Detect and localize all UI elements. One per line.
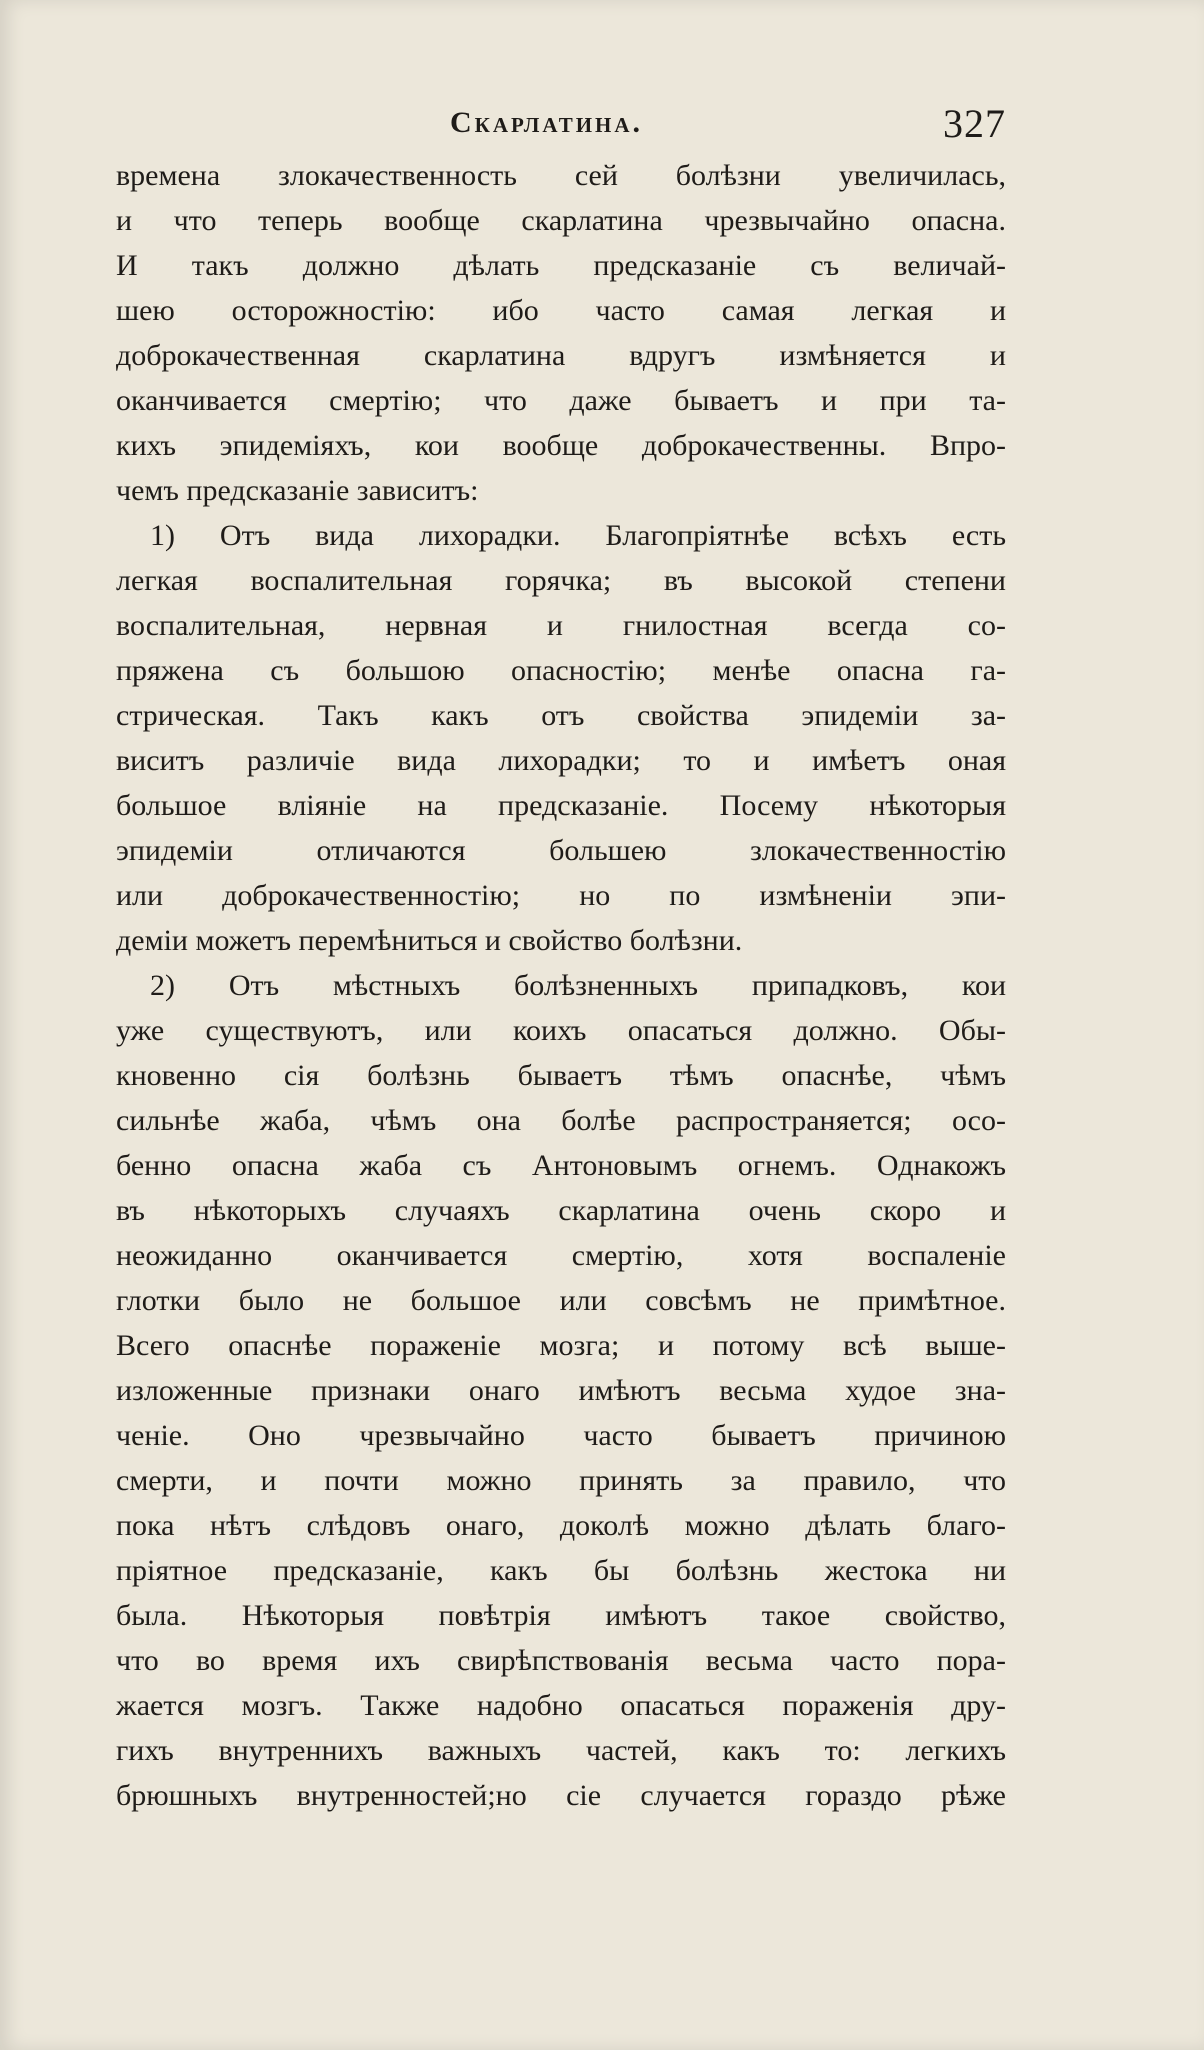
text-line: пока нѣтъ слѣдовъ онаго, доколѣ можно дѣлать благо- — [116, 1509, 1006, 1542]
page-number: 327 — [943, 101, 1006, 146]
text-line: или доброкачественностію; но по измѣненіи эпи- — [116, 879, 1006, 912]
text-line: 1) Отъ вида лихорадки. Благопріятнѣе всѣхъ есть — [150, 519, 1006, 552]
text-line: времена злокачественность сей болѣзни увеличилась, — [116, 159, 1006, 192]
text-line: шею осторожностію: ибо часто самая легкая и — [116, 294, 1006, 327]
text-line: была. Нѣкоторыя повѣтрія имѣютъ такое свойство, — [116, 1599, 1006, 1632]
text-line: кновенно сія болѣзнь бываетъ тѣмъ опаснѣе, чѣмъ — [116, 1059, 1006, 1092]
text-line: гихъ внутреннихъ важныхъ частей, какъ то: легкихъ — [116, 1734, 1006, 1767]
running-head: Скарлатина. — [450, 106, 644, 139]
text-line: чемъ предсказаніе зависитъ: — [116, 474, 479, 507]
text-line: 2) Отъ мѣстныхъ болѣзненныхъ припадковъ, кои — [150, 969, 1006, 1002]
text-line: эпидеміи отличаются большею злокачественностію — [116, 834, 1006, 867]
text-line: большое вліяніе на предсказаніе. Посему нѣкоторыя — [116, 789, 1006, 822]
text-line: доброкачественная скарлатина вдругъ измѣняется и — [116, 339, 1006, 372]
text-line: неожиданно оканчивается смертію, хотя воспаленіе — [116, 1239, 1006, 1272]
text-line: ченіе. Оно чрезвычайно часто бываетъ причиною — [116, 1419, 1006, 1452]
text-line: въ нѣкоторыхъ случаяхъ скарлатина очень скоро и — [116, 1194, 1006, 1227]
text-line: И такъ должно дѣлать предсказаніе съ величай- — [116, 249, 1006, 282]
text-line: воспалительная, нервная и гнилостная всегда со- — [116, 609, 1006, 642]
text-line: и что теперь вообще скарлатина чрезвычайно опасна. — [116, 204, 1006, 237]
text-line: пріятное предсказаніе, какъ бы болѣзнь жестока ни — [116, 1554, 1006, 1587]
text-line: кихъ эпидеміяхъ, кои вообще доброкачественны. Впро- — [116, 429, 1006, 462]
text-line: жается мозгъ. Также надобно опасаться пораженія дру- — [116, 1689, 1006, 1722]
text-line: сильнѣе жаба, чѣмъ она болѣе распространяется; осо- — [116, 1104, 1006, 1137]
text-line: оканчивается смертію; что даже бываетъ и при та- — [116, 384, 1006, 417]
text-line: смерти, и почти можно принять за правило, что — [116, 1464, 1006, 1497]
text-line: пряжена съ большою опасностію; менѣе опасна га- — [116, 654, 1006, 687]
text-line: Всего опаснѣе пораженіе мозга; и потому всѣ выше- — [116, 1329, 1006, 1362]
text-line: стрическая. Такъ какъ отъ свойства эпидеміи за- — [116, 699, 1006, 732]
text-line: бенно опасна жаба съ Антоновымъ огнемъ. Однакожъ — [116, 1149, 1006, 1182]
body-text — [116, 153, 1006, 1818]
text-line: глотки было не большое или совсѣмъ не примѣтное. — [116, 1284, 1006, 1317]
text-line: что во время ихъ свирѣпствованія весьма часто пора- — [116, 1644, 1006, 1677]
text-line: изложенные признаки онаго имѣютъ весьма худое зна- — [116, 1374, 1006, 1407]
text-line: легкая воспалительная горячка; въ высокой степени — [116, 564, 1006, 597]
text-line: уже существуютъ, или коихъ опасаться должно. Обы- — [116, 1014, 1006, 1047]
text-line: брюшныхъ внутренностей;но сіе случается гораздо рѣже — [116, 1779, 1006, 1812]
text-line: деміи можетъ перемѣниться и свойство болѣзни. — [116, 924, 743, 957]
text-line: виситъ различіе вида лихорадки; то и имѣетъ оная — [116, 744, 1006, 777]
